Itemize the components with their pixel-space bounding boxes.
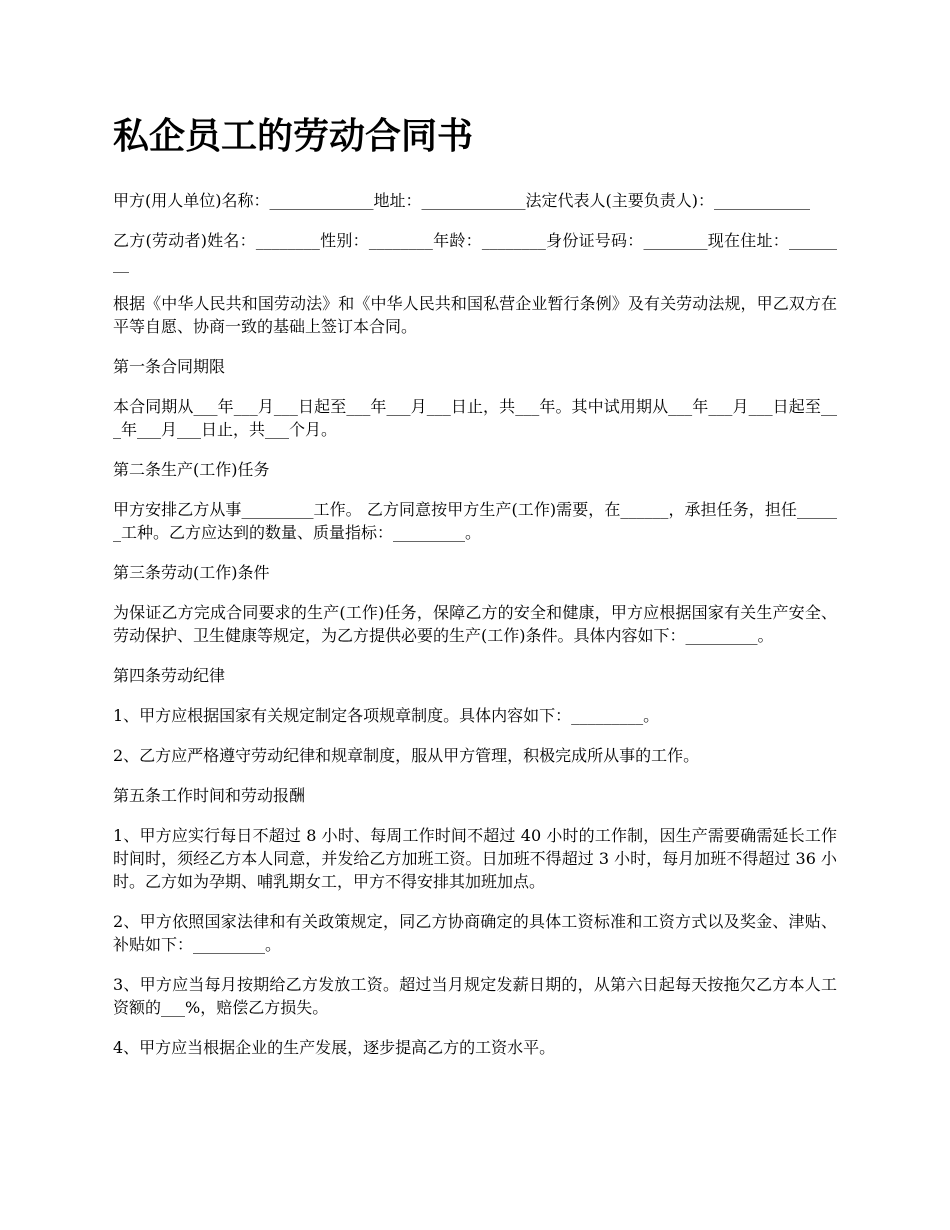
article-5-item-2: 2、甲方依照国家法律和有关政策规定，同乙方协商确定的具体工资标准和工资方式以及奖金、津贴、补贴如下：_________。 bbox=[113, 912, 837, 954]
article-4-item-1: 1、甲方应根据国家有关规定制定各项规章制度。具体内容如下：_________。 bbox=[113, 706, 660, 725]
article-1-text: 本合同期从___年___月___日起至___年___月___日止，共___年。其中试用期从___年___月___日起至___年___月___日止，共___个月。 bbox=[113, 397, 837, 439]
article-4-item-2: 2、乙方应严格遵守劳动纪律和规章制度，服从甲方管理，积极完成所从事的工作。 bbox=[113, 746, 700, 765]
article-4-title: 第四条劳动纪律 bbox=[113, 666, 226, 685]
article-5-title: 第五条工作时间和劳动报酬 bbox=[113, 786, 306, 805]
article-5-item-3: 3、甲方应当每月按期给乙方发放工资。超过当月规定发薪日期的，从第六日起每天按拖欠乙方本人工资额的___%，赔偿乙方损失。 bbox=[113, 975, 837, 1017]
party-a-info: 甲方(用人单位)名称：_____________地址：_____________法定代表人(主要负责人)：____________ bbox=[113, 191, 810, 210]
document-body bbox=[113, 110, 837, 1076]
preamble: 根据《中华人民共和国劳动法》和《中华人民共和国私营企业暂行条例》及有关劳动法规，甲乙双方在平等自愿、协商一致的基础上签订本合同。 bbox=[113, 294, 837, 336]
party-b-info: 乙方(劳动者)姓名：________性别：________年龄：________身份证号码：________现在住址：________ bbox=[113, 231, 837, 273]
article-3-text: 为保证乙方完成合同要求的生产(工作)任务，保障乙方的安全和健康，甲方应根据国家有关生产安全、劳动保护、卫生健康等规定，为乙方提供必要的生产(工作)条件。具体内容如下：_________。 bbox=[113, 603, 837, 645]
article-3-title: 第三条劳动(工作)条件 bbox=[113, 563, 270, 582]
article-5-item-4: 4、甲方应当根据企业的生产发展，逐步提高乙方的工资水平。 bbox=[113, 1038, 556, 1057]
article-2-title: 第二条生产(工作)任务 bbox=[113, 460, 270, 479]
article-5-item-1: 1、甲方应实行每日不超过 8 小时、每周工作时间不超过 40 小时的工作制，因生产需要确需延长工作时间时，须经乙方本人同意，并发给乙方加班工资。日加班不得超过 3 小时，每月加班不得超过 36 小时。乙方如为孕期、哺乳期女工，甲方不得安排其加班加点。 bbox=[113, 826, 837, 891]
document-title: 私企员工的劳动合同书 bbox=[113, 115, 474, 157]
article-2-text: 甲方安排乙方从事_________工作。 乙方同意按甲方生产(工作)需要，在______，承担任务，担任______工种。乙方应达到的数量、质量指标：_________。 bbox=[113, 500, 837, 542]
article-1-title: 第一条合同期限 bbox=[113, 357, 226, 376]
